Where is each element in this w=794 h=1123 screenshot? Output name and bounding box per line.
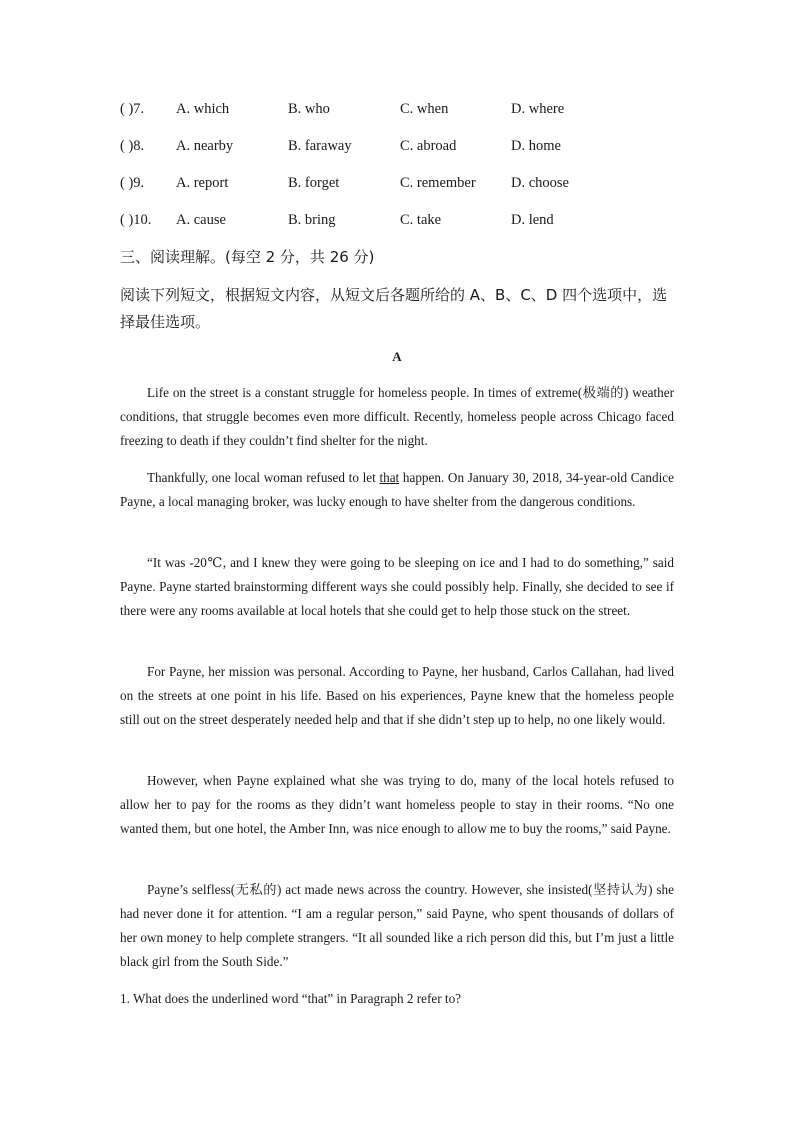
option-d: D. home <box>511 138 561 154</box>
option-b: B. who <box>288 101 330 117</box>
paragraph-2-text-end: happen. On January 30, 2018, 34-year-old Candice Payne, a local managing broker, was lucky enough to have shelter from the dangerous conditions. <box>120 470 674 509</box>
option-a: A. which <box>176 101 230 117</box>
option-a: A. cause <box>176 212 226 228</box>
underlined-word: that <box>379 470 400 485</box>
question-number: ( )7. <box>120 101 145 117</box>
option-b: B. forget <box>288 175 340 191</box>
paragraph-5: However, when Payne explained what she was trying to do, many of the local hotels refused to allow her to pay for the rooms as they didn’t want homeless people to stay in their rooms. “No one wanted them, but one hotel, the Amber Inn, was nice enough to allow me to buy the rooms,” said Payne. <box>120 773 674 836</box>
option-c: C. remember <box>400 175 476 191</box>
section-instruction: 阅读下列短文，根据短文内容，从短文后各题所给的 A、B、C、D 四个选项中，选择最佳选项。 <box>120 286 668 331</box>
section-heading: 三、阅读理解。(每空 2 分，共 26 分) <box>120 248 375 266</box>
option-c: C. take <box>400 212 442 228</box>
option-d: D. where <box>511 101 565 117</box>
paragraph-4: For Payne, her mission was personal. According to Payne, her husband, Carlos Callahan, had lived on the streets at one point in his life. Based on his experiences, Payne knew that the homeless people still out on the street desperately needed help and that if she didn’t step up to help, no one likely would. <box>120 664 674 727</box>
option-b: B. bring <box>288 212 336 228</box>
option-c: C. when <box>400 101 449 117</box>
option-a: A. report <box>176 175 229 191</box>
question-number: ( )10. <box>120 212 152 228</box>
option-d: D. lend <box>511 212 554 228</box>
paragraph-2 <box>120 466 674 514</box>
question-1: 1. What does the underlined word “that” in Paragraph 2 refer to? <box>120 991 462 1006</box>
paragraph-6: Payne’s selfless(无私的) act made news across the country. However, she insisted(坚持认为) she had never done it for attention. “I am a regular person,” said Payne, who spent thousands of dollars of her own money to help complete strangers. “It all sounded like a rich person did this, but I’m just a little black girl from the South Side.” <box>120 882 674 969</box>
paragraph-3: “It was -20℃, and I knew they were going to be sleeping on ice and I had to do something,” said Payne. Payne started brainstorming different ways she could possibly help. Finally, she decided to see if there were any rooms available at local hotels that she could get to help those stuck on the street. <box>120 555 674 618</box>
question-number: ( )8. <box>120 138 145 154</box>
option-b: B. faraway <box>288 138 352 154</box>
paragraph-1: Life on the street is a constant struggle for homeless people. In times of extreme(极端的) weather conditions, that struggle becomes even more difficult. Recently, homeless people across Chicago faced freezing to death if they couldn’t find shelter for the night. <box>120 385 674 448</box>
passage-title: A <box>392 349 402 364</box>
paragraph-2-text-start: Thankfully, one local woman refused to let <box>147 470 380 485</box>
option-d: D. choose <box>511 175 569 191</box>
option-a: A. nearby <box>176 138 234 154</box>
question-number: ( )9. <box>120 175 145 191</box>
option-c: C. abroad <box>400 138 457 154</box>
